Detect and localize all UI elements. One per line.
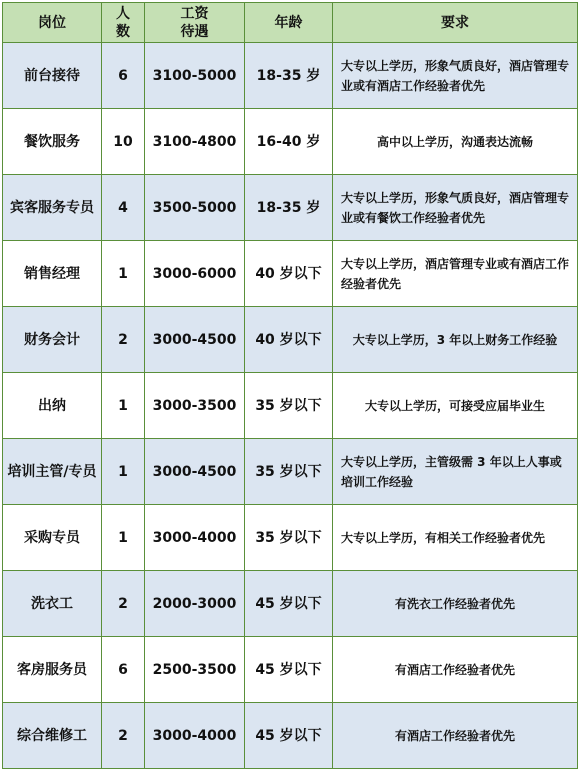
cell-age: 35 岁以下 [245,373,333,439]
cell-position: 出纳 [3,373,102,439]
cell-age: 45 岁以下 [245,571,333,637]
cell-salary: 3100-4800 [145,109,245,175]
cell-salary: 3100-5000 [145,43,245,109]
cell-salary: 3000-4000 [145,505,245,571]
cell-requirement: 有酒店工作经验者优先 [333,637,578,703]
cell-age: 45 岁以下 [245,703,333,769]
cell-salary: 3000-4500 [145,439,245,505]
table-row [3,373,578,439]
cell-salary: 2500-3500 [145,637,245,703]
cell-position: 销售经理 [3,241,102,307]
cell-requirement: 大专以上学历，3 年以上财务工作经验 [333,307,578,373]
cell-count: 1 [102,439,145,505]
cell-salary: 2000-3000 [145,571,245,637]
header-salary-line1: 工资 [180,5,209,22]
header-position: 岗位 [3,3,102,43]
cell-salary: 3000-3500 [145,373,245,439]
cell-age: 16-40 岁 [245,109,333,175]
table-row [3,505,578,571]
cell-requirement: 有酒店工作经验者优先 [333,703,578,769]
job-table [2,2,578,769]
cell-position: 宾客服务专员 [3,175,102,241]
cell-position: 采购专员 [3,505,102,571]
cell-position: 洗衣工 [3,571,102,637]
cell-salary: 3000-4000 [145,703,245,769]
cell-position: 餐饮服务 [3,109,102,175]
cell-count: 2 [102,703,145,769]
cell-requirement: 大专以上学历，酒店管理专业或有酒店工作经验者优先 [333,241,578,307]
header-salary-line2: 待遇 [180,23,209,40]
cell-requirement: 有洗衣工作经验者优先 [333,571,578,637]
table-row [3,175,578,241]
cell-age: 35 岁以下 [245,505,333,571]
cell-count: 2 [102,307,145,373]
cell-age: 18-35 岁 [245,175,333,241]
table-row [3,307,578,373]
cell-count: 1 [102,373,145,439]
cell-position: 前台接待 [3,43,102,109]
header-requirement: 要求 [333,3,578,43]
table-row [3,439,578,505]
cell-requirement: 高中以上学历，沟通表达流畅 [333,109,578,175]
cell-requirement: 大专以上学历，形象气质良好，酒店管理专业或有酒店工作经验者优先 [333,43,578,109]
cell-count: 6 [102,637,145,703]
header-row [3,3,578,43]
cell-salary: 3000-4500 [145,307,245,373]
cell-position: 客房服务员 [3,637,102,703]
table-row [3,703,578,769]
cell-count: 10 [102,109,145,175]
header-count [102,3,145,43]
cell-count: 4 [102,175,145,241]
cell-position: 培训主管/专员 [3,439,102,505]
cell-count: 2 [102,571,145,637]
cell-age: 18-35 岁 [245,43,333,109]
header-count-line1: 人 [116,5,130,22]
cell-count: 6 [102,43,145,109]
table-row [3,637,578,703]
cell-age: 35 岁以下 [245,439,333,505]
cell-position: 综合维修工 [3,703,102,769]
table-body [3,43,578,769]
cell-count: 1 [102,505,145,571]
header-count-line2: 数 [116,23,130,40]
cell-salary: 3000-6000 [145,241,245,307]
cell-age: 45 岁以下 [245,637,333,703]
cell-count: 1 [102,241,145,307]
header-salary [145,3,245,43]
table-row [3,571,578,637]
cell-salary: 3500-5000 [145,175,245,241]
table-row [3,43,578,109]
cell-age: 40 岁以下 [245,241,333,307]
cell-requirement: 大专以上学历，形象气质良好，酒店管理专业或有餐饮工作经验者优先 [333,175,578,241]
table-row [3,241,578,307]
cell-age: 40 岁以下 [245,307,333,373]
cell-requirement: 大专以上学历，有相关工作经验者优先 [333,505,578,571]
table-row [3,109,578,175]
cell-position: 财务会计 [3,307,102,373]
cell-requirement: 大专以上学历，主管级需 3 年以上人事或培训工作经验 [333,439,578,505]
cell-requirement: 大专以上学历，可接受应届毕业生 [333,373,578,439]
header-age: 年龄 [245,3,333,43]
